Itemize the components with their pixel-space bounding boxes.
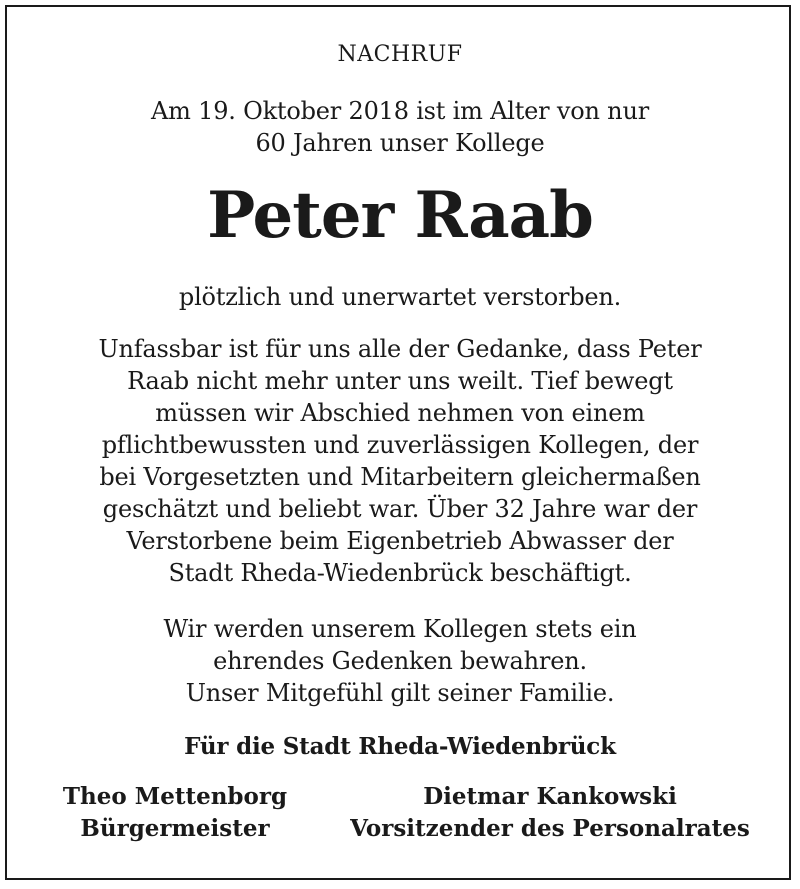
tribute-line: Verstorbene beim Eigenbetrieb Abwasser der	[126, 527, 674, 555]
signatory-role: Bürgermeister	[80, 815, 270, 842]
notice-header: NACHRUF	[337, 42, 463, 67]
tribute-line: müssen wir Abschied nehmen von einem	[155, 399, 645, 427]
intro-line-1: Am 19. Oktober 2018 ist im Alter von nur	[151, 97, 649, 125]
organization-line: Für die Stadt Rheda-Wiedenbrück	[184, 733, 616, 760]
tribute-line: Stadt Rheda-Wiedenbrück beschäftigt.	[168, 559, 632, 587]
remembrance-line: ehrendes Gedenken bewahren.	[213, 647, 587, 675]
remembrance-line: Unser Mitgefühl gilt seiner Familie.	[185, 679, 615, 707]
tribute-line: Unfassbar ist für uns alle der Gedanke, dass Peter	[98, 335, 702, 363]
deceased-name: Peter Raab	[207, 178, 593, 253]
tribute-line: bei Vorgesetzten und Mitarbeitern gleichermaßen	[99, 463, 701, 491]
signatory-name: Dietmar Kankowski	[423, 783, 677, 810]
signatory-name: Theo Mettenborg	[62, 783, 288, 810]
tribute-line: Raab nicht mehr unter uns weilt. Tief bewegt	[127, 367, 673, 395]
intro-line-2: 60 Jahren unser Kollege	[255, 129, 545, 157]
death-line: plötzlich und unerwartet verstorben.	[178, 283, 622, 311]
tribute-line: geschätzt und beliebt war. Über 32 Jahre war der	[102, 495, 698, 523]
tribute-line: pflichtbewussten und zuverlässigen Kollegen, der	[101, 431, 699, 459]
signatory-role: Vorsitzender des Personalrates	[350, 815, 750, 842]
remembrance-line: Wir werden unserem Kollegen stets ein	[163, 615, 637, 643]
